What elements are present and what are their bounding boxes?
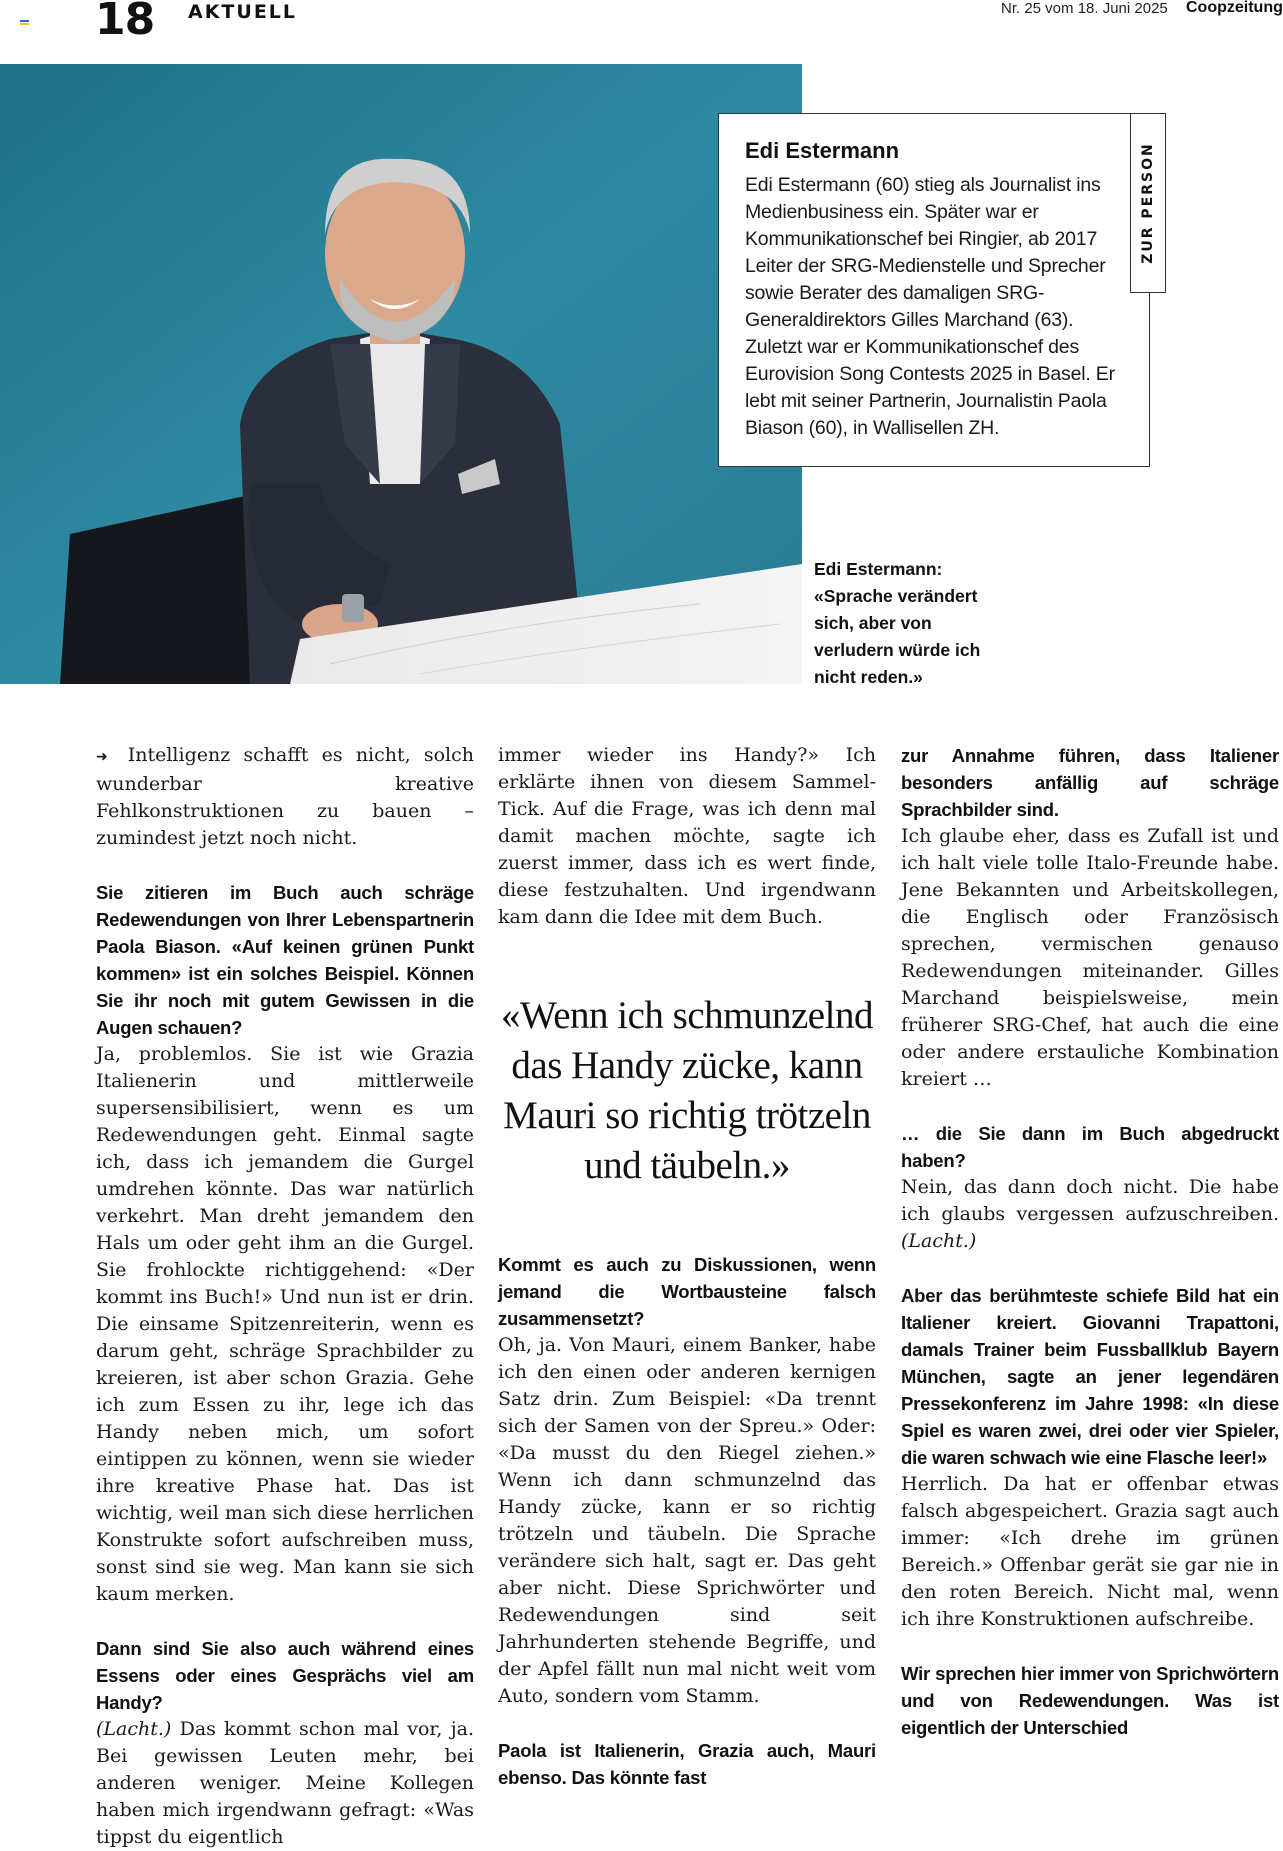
laugh-note: (Lacht.) — [96, 1718, 172, 1740]
issue-date: Nr. 25 vom 18. Juni 2025 — [1001, 0, 1168, 17]
bio-box — [718, 113, 1150, 467]
column-1 — [96, 742, 474, 1851]
pull-quote: «Wenn ich schmunzelnd das Handy zücke, kann Mauri so richtig trötzeln und täubeln.» — [501, 994, 873, 1187]
zur-person-tag — [1130, 113, 1166, 293]
answer-text: Nein, das dann doch nicht. Die habe ich glaubs vergessen aufzuschreiben. — [901, 1176, 1279, 1225]
interview-question: Paola ist Italienerin, Grazia auch, Mauri ebenso. Das könnte fast — [498, 1740, 876, 1788]
interview-answer: Ja, problemlos. Sie ist wie Grazia Italienerin und mittlerweile supersensibilisiert, wenn es um Redewendungen geht. Einmal sagte ich, dass ich jemandem die Gurgel umdrehen könnte. Das war natürlich verkehrt. Man dreht jemandem den Hals um oder geht ihm an die Gurgel. Sie frohlockte richtiggehend: «Der kommt ins Buch!» Und nun ist er drin. Die einsame Spitzenreiterin, wenn es darum geht, schräge Sprachbilder zu kreieren, ist aber schon Grazia. Gehe ich zum Essen zu ihr, lege ich das Handy neben mich, um sofort eintippen zu können, wenn sie wieder ihre kreative Phase hat. Das ist wichtig, weil man sich diese herrlichen Konstrukte sofort aufschreiben muss, sonst sind sie weg. Man kann sie sich kaum merken. — [96, 1043, 474, 1605]
laugh-note: (Lacht.) — [901, 1230, 977, 1252]
zur-person-label: ZUR PERSON — [1140, 142, 1156, 264]
continue-arrow-icon: ➜ — [96, 749, 108, 765]
interview-question: Wir sprechen hier immer von Sprichwörtern und von Redewendungen. Was ist eigentlich der Unterschied — [901, 1663, 1279, 1738]
paragraph-text: Intelligenz schafft es nicht, solch wunderbar kreative Fehlkonstruktionen zu bauen – zumindest jetzt noch nicht. — [96, 744, 474, 849]
interview-question: Aber das berühmteste schiefe Bild hat ein Italiener kreiert. Giovanni Trapattoni, damals Trainer beim Fussballklub Bayern München, sagte an jener legendären Pressekonferenz im Jahre 1998: «In diese Spiel es waren zwei, drei oder vier Spieler, die waren schwach wie eine Flasche leer!» — [901, 1285, 1279, 1468]
interview-answer: Ich glaube eher, dass es Zufall ist und ich halt viele tolle Italo-Freunde habe. Jene Bekannten und Arbeitskollegen, die Englisch oder Französisch sprechen, vermischen genauso Redewendungen miteinander. Gilles Marchand beispielsweise, mein früherer SRG-Chef, hat auch die eine oder andere erstauliche Kombination kreiert … — [901, 825, 1279, 1090]
section-label: AKTUELL — [188, 1, 298, 23]
page-number: 18 — [95, 0, 155, 45]
interview-answer: Oh, ja. Von Mauri, einem Banker, habe ich den einen oder anderen kernigen Satz drin. Zum Beispiel: «Da trennt sich der Samen von der Spreu.» Oder: «Da musst du den Riegel ziehen.» Wenn ich dann schmunzelnd das Handy zücke, kann er so richtig trötzeln und täubeln. Die Sprache verändere sich halt, sagt er. Das geht aber nicht. Diese Sprichwörter und Redewendungen sind seit Jahrhunderten stehende Begriffe, und der Apfel fällt nun mal nicht weit vom Auto, sondern vom Stamm. — [498, 1334, 876, 1707]
interview-question: Sie zitieren im Buch auch schräge Redewendungen von Ihrer Lebenspartnerin Paola Biason. «Auf keinen grünen Punkt kommen» ist ein solches Beispiel. Können Sie ihr noch mit gutem Gewissen in die Augen schauen? — [96, 882, 474, 1038]
publication-name: Coopzeitung — [1186, 0, 1283, 16]
photo-caption: Edi Estermann: «Sprache verändert sich, aber von verludern würde ich nicht reden.» — [814, 559, 981, 687]
interview-answer — [96, 1716, 474, 1851]
interview-question: Dann sind Sie also auch während eines Essens oder eines Gesprächs viel am Handy? — [96, 1638, 474, 1713]
flag-icon — [20, 20, 29, 27]
bio-name: Edi Estermann — [745, 138, 900, 163]
interview-answer: Herrlich. Da hat er offenbar etwas falsch abgespeichert. Grazia sagt auch immer: «Ich drehe im grünen Bereich.» Offenbar gerät sie gar nie in den roten Bereich. Nicht mal, wenn ich ihre Konstruktionen aufschreibe. — [901, 1473, 1279, 1630]
bio-text: Edi Estermann (60) stieg als Journalist ins Medienbusiness ein. Später war er Kommunikationschef bei Ringier, ab 2017 Leiter der SRG-Medienstelle und Sprecher sowie Berater des damaligen SRG-Generaldirektors Gilles Marchand (63). Zuletzt war er Kommunikationschef des Eurovision Song Contests 2025 in Basel. Er lebt mit seiner Partnerin, Journalistin Paola Biason (60), in Wallisellen ZH. — [745, 174, 1115, 439]
interview-question: … die Sie dann im Buch abgedruckt haben? — [901, 1123, 1279, 1171]
answer-text: Das kommt schon mal vor, ja. Bei gewissen Leuten mehr, bei anderen weniger. Meine Kollegen haben mich irgendwann gefragt: «Was tippst du eigentlich — [96, 1718, 474, 1848]
page-header — [0, 0, 1283, 62]
interview-answer — [901, 1174, 1279, 1255]
column-3 — [901, 742, 1279, 1741]
portrait-photo — [0, 64, 802, 684]
interview-question: zur Annahme führen, dass Italiener besonders anfällig auf schräge Sprachbilder sind. — [901, 745, 1279, 820]
column-2 — [498, 742, 876, 1791]
interview-question: Kommt es auch zu Diskussionen, wenn jemand die Wortbausteine falsch zusammensetzt? — [498, 1254, 876, 1329]
paragraph: immer wieder ins Handy?» Ich erklärte ihnen von diesem Sammel-Tick. Auf die Frage, was ich denn mal damit machen möchte, sagte ich zuerst immer, dass ich es wert finde, diese festzuhalten. Und irgendwann kam dann die Idee mit dem Buch. — [498, 744, 876, 928]
paragraph — [96, 742, 474, 852]
